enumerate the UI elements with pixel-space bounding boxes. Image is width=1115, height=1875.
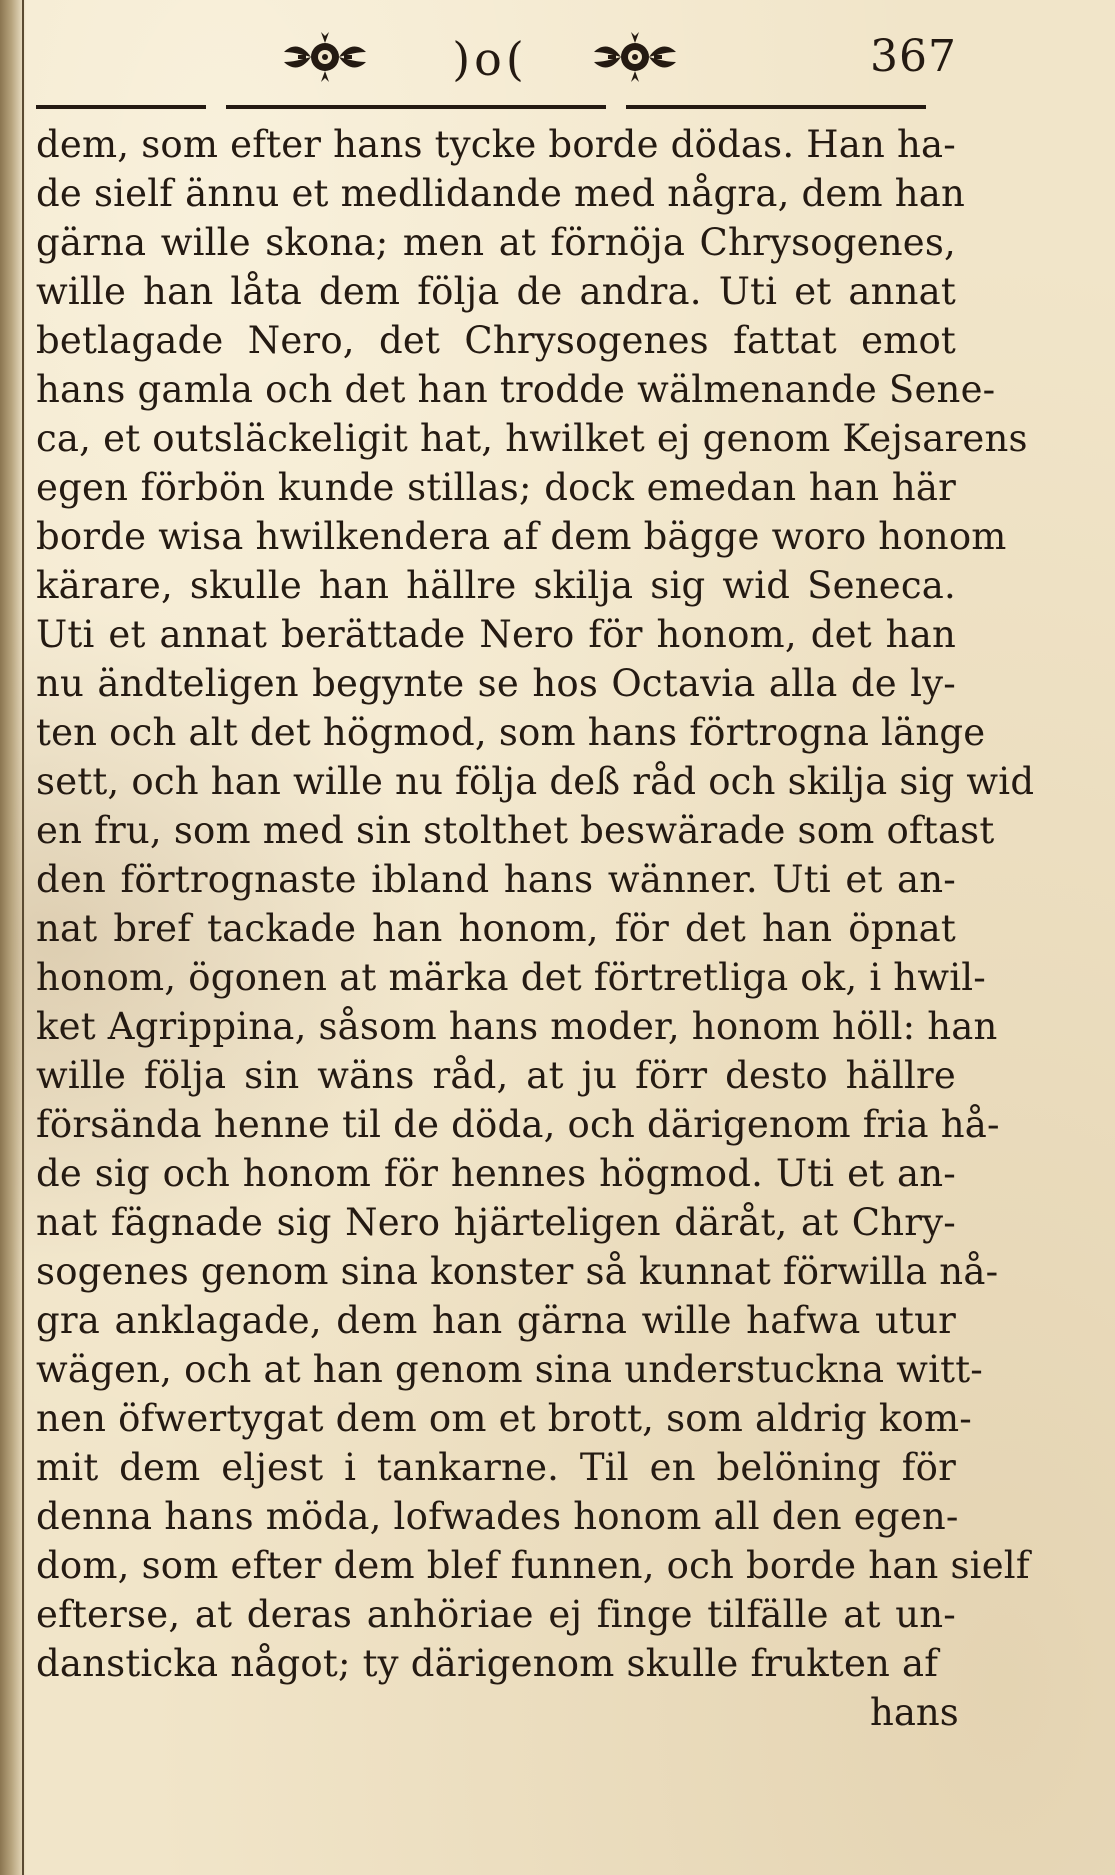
page-header: [30, 26, 957, 116]
fleuron-icon: [590, 30, 680, 84]
text-line: kärare, skulle han hällre skilja sig wid Seneca.: [36, 564, 956, 607]
text-line: försända henne til de döda, och därigenom fria hå-: [36, 1103, 1000, 1146]
header-rule: [36, 104, 926, 110]
text-line: ca, et outsläckeligit hat, hwilket ej genom Kejsarens: [36, 417, 1028, 460]
text-line: betlagade Nero, det Chrysogenes fattat emot: [36, 319, 956, 362]
body-text: [36, 120, 1035, 1760]
text-line: honom, ögonen at märka det förtretliga ok, i hwil-: [36, 956, 986, 999]
text-line: nat fägnade sig Nero hjärteligen däråt, at Chry-: [36, 1201, 956, 1244]
text-line: sogenes genom sina konster så kunnat förwilla nå-: [36, 1250, 999, 1293]
text-line: sett, och han wille nu följa deß råd och skilja sig wid: [36, 760, 1035, 803]
text-line: de sig och honom för hennes högmod. Uti et an-: [36, 1152, 956, 1195]
text-line: denna hans möda, lofwades honom all den egen-: [36, 1495, 959, 1538]
text-line: ket Agrippina, såsom hans moder, honom höll: han: [36, 1005, 998, 1048]
text-line: dansticka något; ty därigenom skulle frukten af: [36, 1642, 939, 1685]
text-line: mit dem eljest i tankarne. Til en belöning för: [36, 1446, 956, 1489]
text-line: ten och alt det högmod, som hans förtrogna länge: [36, 711, 986, 754]
catchword: hans: [870, 1691, 959, 1734]
page-number: 367: [870, 31, 957, 82]
text-line: wägen, och at han genom sina understuckna witt-: [36, 1348, 983, 1391]
text-line: borde wisa hwilkendera af dem bägge woro honom: [36, 515, 1007, 558]
text-line: den förtrognaste ibland hans wänner. Uti et an-: [36, 858, 956, 901]
text-line: wille följa sin wäns råd, at ju förr desto hällre: [36, 1054, 956, 1097]
text-line: Uti et annat berättade Nero för honom, det han: [36, 613, 956, 656]
text-line: efterse, at deras anhöriae ej finge tilfälle at un-: [36, 1593, 956, 1636]
running-head: )o(: [452, 32, 528, 86]
text-line: en fru, som med sin stolthet beswärade som oftast: [36, 809, 995, 852]
text-line: egen förbön kunde stillas; dock emedan han här: [36, 466, 956, 509]
text-line: dem, som efter hans tycke borde dödas. Han ha-: [36, 123, 956, 166]
text-line: gra anklagade, dem han gärna wille hafwa utur: [36, 1299, 956, 1342]
text-line: hans gamla och det han trodde wälmenande Sene-: [36, 368, 996, 411]
fleuron-icon: [280, 30, 370, 84]
text-line: gärna wille skona; men at förnöja Chrysogenes,: [36, 221, 956, 264]
text-line: de sielf ännu et medlidande med några, dem han: [36, 172, 966, 215]
text-line: nat bref tackade han honom, för det han öpnat: [36, 907, 956, 950]
text-line: nu ändteligen begynte se hos Octavia alla de ly-: [36, 662, 956, 705]
text-line: wille han låta dem följa de andra. Uti et annat: [36, 270, 956, 313]
binding-edge: [22, 0, 24, 1875]
text-line: nen öfwertygat dem om et brott, som aldrig kom-: [36, 1397, 973, 1440]
text-line: dom, som efter dem blef funnen, och borde han sielf: [36, 1544, 1030, 1587]
